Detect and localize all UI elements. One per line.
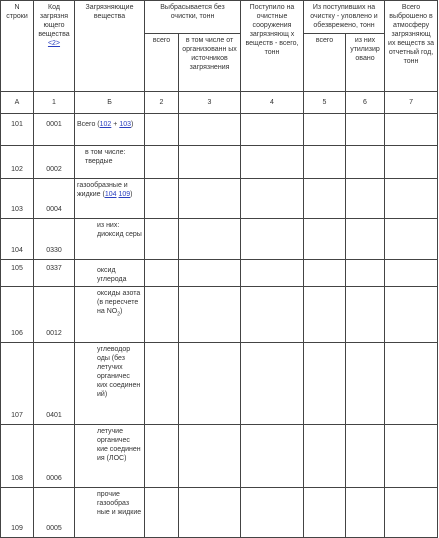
header-emitted-total: всего	[145, 33, 179, 91]
value-cell[interactable]	[346, 425, 385, 488]
value-cell[interactable]	[145, 425, 179, 488]
value-cell[interactable]	[145, 146, 179, 179]
table-row	[1, 343, 438, 425]
value-cell[interactable]	[346, 219, 385, 260]
row-name: Всего (102 + 103)	[75, 114, 145, 146]
value-cell[interactable]	[346, 114, 385, 146]
header-row-1	[1, 1, 438, 34]
table-row	[1, 219, 438, 260]
header-captured-group: Из поступивших на очистку - уловлено и обезврежено, тонн	[304, 1, 385, 34]
value-cell[interactable]	[241, 425, 304, 488]
value-cell[interactable]	[304, 343, 346, 425]
header-captured-total: всего	[304, 33, 346, 91]
row-name: летучие органичес кие соединен ия (ЛОС)	[75, 425, 145, 488]
value-cell[interactable]	[385, 343, 438, 425]
header-released: Всего выброшено в атмосферу загрязняющ их веществ за отчетный год, тонн	[385, 1, 438, 92]
header-substances: Загрязняющие вещества	[75, 1, 145, 92]
row-name: оксид углерода	[75, 260, 145, 287]
value-cell[interactable]	[241, 287, 304, 343]
table-row	[1, 114, 438, 146]
row-code: 0002	[34, 146, 75, 179]
header-code	[34, 1, 75, 92]
value-cell[interactable]	[145, 488, 179, 538]
header-code-text: Код загрязня ющего вещества	[38, 4, 70, 38]
value-cell[interactable]	[385, 260, 438, 287]
row-ref-link[interactable]: 102	[99, 121, 112, 128]
value-cell[interactable]	[385, 114, 438, 146]
row-name: газообразные и жидкие (104 109)	[75, 179, 145, 219]
table-row	[1, 425, 438, 488]
table-row	[1, 260, 438, 287]
row-name: углеводор оды (без летучих органичес ких соединен ий)	[75, 343, 145, 425]
col-number: 7	[385, 92, 438, 114]
col-number: 4	[241, 92, 304, 114]
value-cell[interactable]	[241, 114, 304, 146]
value-cell[interactable]	[346, 146, 385, 179]
value-cell[interactable]	[304, 219, 346, 260]
value-cell[interactable]	[145, 343, 179, 425]
value-cell[interactable]	[385, 287, 438, 343]
row-number: 105	[1, 260, 34, 287]
row-name: оксиды азота (в пересчете на $NO_2$)	[75, 287, 145, 343]
value-cell[interactable]	[241, 343, 304, 425]
row-name: в том числе: твердые	[75, 146, 145, 179]
row-ref-link[interactable]: 104	[104, 191, 117, 198]
value-cell[interactable]	[385, 425, 438, 488]
value-cell[interactable]	[145, 219, 179, 260]
col-number: 3	[179, 92, 241, 114]
row-number: 102	[1, 146, 34, 179]
value-cell[interactable]	[145, 260, 179, 287]
value-cell[interactable]	[145, 114, 179, 146]
value-cell[interactable]	[241, 146, 304, 179]
row-number: 109	[1, 488, 34, 538]
value-cell[interactable]	[179, 488, 241, 538]
value-cell[interactable]	[179, 219, 241, 260]
row-ref-link[interactable]: 109	[118, 191, 131, 198]
value-cell[interactable]	[179, 343, 241, 425]
row-code: 0401	[34, 343, 75, 425]
row-code: 0006	[34, 425, 75, 488]
row-code: 0001	[34, 114, 75, 146]
value-cell[interactable]	[304, 425, 346, 488]
value-cell[interactable]	[241, 260, 304, 287]
value-cell[interactable]	[304, 260, 346, 287]
header-captured-util: из них утилизир овано	[346, 33, 385, 91]
col-number: 1	[34, 92, 75, 114]
column-numbers-row	[1, 92, 438, 114]
value-cell[interactable]	[346, 260, 385, 287]
value-cell[interactable]	[304, 287, 346, 343]
value-cell[interactable]	[179, 146, 241, 179]
row-number: 107	[1, 343, 34, 425]
row-number: 106	[1, 287, 34, 343]
row-code: 0012	[34, 287, 75, 343]
row-number: 104	[1, 219, 34, 260]
header-code-link[interactable]: <2>	[47, 40, 61, 47]
header-emitted-group: Выбрасывается без очистки, тонн	[145, 1, 241, 34]
value-cell[interactable]	[179, 114, 241, 146]
value-cell[interactable]	[241, 488, 304, 538]
value-cell[interactable]	[346, 287, 385, 343]
value-cell[interactable]	[385, 488, 438, 538]
value-cell[interactable]	[304, 114, 346, 146]
value-cell[interactable]	[346, 343, 385, 425]
header-to-treatment: Поступило на очистные сооружения загрязняющ х веществ - всего, тонн	[241, 1, 304, 92]
value-cell[interactable]	[241, 219, 304, 260]
row-code: 0330	[34, 219, 75, 260]
row-number: 103	[1, 179, 34, 219]
value-cell[interactable]	[304, 488, 346, 538]
value-cell[interactable]	[179, 425, 241, 488]
value-cell[interactable]	[179, 287, 241, 343]
col-number: Б	[75, 92, 145, 114]
value-cell[interactable]	[145, 179, 179, 219]
value-cell[interactable]	[385, 146, 438, 179]
col-number: 2	[145, 92, 179, 114]
row-name: прочие газообраз ные и жидкие	[75, 488, 145, 538]
row-code: 0337	[34, 260, 75, 287]
row-code: 0004	[34, 179, 75, 219]
value-cell[interactable]	[145, 287, 179, 343]
table-row	[1, 488, 438, 538]
header-emitted-org: в том числе от организованн ых источников загрязнения	[179, 33, 241, 91]
row-code: 0005	[34, 488, 75, 538]
value-cell[interactable]	[385, 219, 438, 260]
row-number: 101	[1, 114, 34, 146]
header-n-row: N строки	[1, 1, 34, 92]
table-row	[1, 287, 438, 343]
value-cell[interactable]	[304, 179, 346, 219]
col-number: 5	[304, 92, 346, 114]
table-row	[1, 146, 438, 179]
value-cell[interactable]	[346, 488, 385, 538]
value-cell[interactable]	[179, 179, 241, 219]
value-cell[interactable]	[241, 179, 304, 219]
table-row	[1, 179, 438, 219]
row-number: 108	[1, 425, 34, 488]
col-number: А	[1, 92, 34, 114]
row-ref-link[interactable]: 103	[119, 121, 131, 128]
value-cell[interactable]	[385, 179, 438, 219]
row-name: из них: диоксид серы	[75, 219, 145, 260]
value-cell[interactable]	[346, 179, 385, 219]
value-cell[interactable]	[179, 260, 241, 287]
value-cell[interactable]	[304, 146, 346, 179]
col-number: 6	[346, 92, 385, 114]
